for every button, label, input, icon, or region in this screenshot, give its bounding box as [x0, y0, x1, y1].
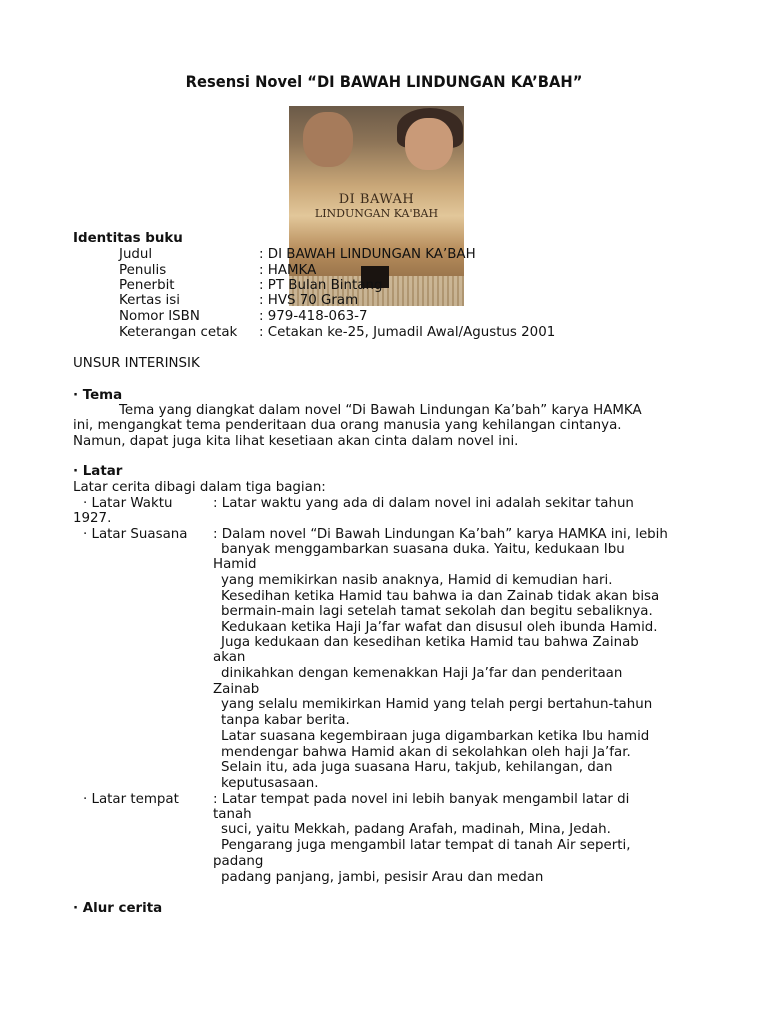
poster-figure-right [405, 118, 453, 170]
poster-figure-left [303, 112, 353, 167]
identitas-label: Keterangan cetak [119, 325, 238, 340]
identitas-label: Penerbit [119, 278, 175, 293]
tema-heading: · Tema [73, 388, 123, 403]
latar-suasana-text: Kesedihan ketika Hamid tau bahwa ia dan Zainab tidak akan bisa [221, 589, 660, 604]
identitas-label: Judul [119, 247, 153, 262]
latar-tempat-text: : Latar tempat pada novel ini lebih banyak mengambil latar di [213, 792, 630, 807]
identitas-label: Penulis [119, 263, 167, 278]
latar-suasana-text: Juga kedukaan dan kesedihan ketika Hamid tau bahwa Zainab [221, 635, 639, 650]
alur-heading: · Alur cerita [73, 901, 163, 916]
latar-heading: · Latar [73, 464, 123, 479]
latar-suasana-text: keputusasaan. [221, 776, 319, 791]
latar-suasana-text: Kedukaan ketika Haji Ja’far wafat dan disusul oleh ibunda Hamid. [221, 620, 658, 635]
tema-text-line: Tema yang diangkat dalam novel “Di Bawah Lindungan Ka’bah” karya HAMKA [119, 403, 642, 418]
latar-suasana-text: dinikahkan dengan kemenakkan Haji Ja’far dan penderitaan [221, 666, 623, 681]
poster-title-line2: LINDUNGAN KA'BAH [314, 207, 439, 220]
tema-text-line: Namun, dapat juga kita lihat kesetiaan akan cinta dalam novel ini. [73, 434, 519, 449]
latar-tempat-label: · Latar tempat [83, 792, 179, 807]
poster-title-line1: DI BAWAH [338, 192, 415, 207]
tema-text-line: ini, mengangkat tema penderitaan dua orang manusia yang kehilangan cintanya. [73, 418, 622, 433]
identitas-value: : HVS 70 Gram [259, 293, 359, 308]
latar-suasana-text: Latar suasana kegembiraan juga digambarkan ketika Ibu hamid [221, 729, 650, 744]
latar-suasana-text: Hamid [213, 557, 257, 572]
identitas-label: Kertas isi [119, 293, 180, 308]
latar-suasana-text: : Dalam novel “Di Bawah Lindungan Ka’bah” karya HAMKA ini, lebih [213, 527, 668, 542]
latar-waktu-text: 1927. [73, 511, 112, 526]
latar-suasana-text: yang memikirkan nasib anaknya, Hamid di kemudian hari. [221, 573, 613, 588]
identitas-label: Nomor ISBN [119, 309, 200, 324]
latar-suasana-text: bermain-main lagi setelah tamat sekolah dan begitu sebaliknya. [221, 604, 653, 619]
latar-suasana-text: Selain itu, ada juga suasana Haru, takjub, kehilangan, dan [221, 760, 613, 775]
latar-suasana-text: Zainab [213, 682, 260, 697]
identitas-heading: Identitas buku [73, 231, 183, 246]
identitas-value: : DI BAWAH LINDUNGAN KA’BAH [259, 247, 476, 262]
latar-waktu-text: : Latar waktu yang ada di dalam novel ini adalah sekitar tahun [213, 496, 634, 511]
identitas-value: : Cetakan ke-25, Jumadil Awal/Agustus 2001 [259, 325, 556, 340]
latar-tempat-text: padang panjang, jambi, pesisir Arau dan medan [221, 870, 544, 885]
latar-waktu-label: · Latar Waktu [83, 496, 173, 511]
latar-suasana-label: · Latar Suasana [83, 527, 188, 542]
identitas-value: : 979-418-063-7 [259, 309, 368, 324]
unsur-heading: UNSUR INTERINSIK [73, 356, 200, 371]
identitas-value: : HAMKA [259, 263, 317, 278]
latar-tempat-text: suci, yaitu Mekkah, padang Arafah, madinah, Mina, Jedah. [221, 822, 611, 837]
latar-suasana-text: banyak menggambarkan suasana duka. Yaitu, kedukaan Ibu [221, 542, 625, 557]
latar-suasana-text: mendengar bahwa Hamid akan di sekolahkan oleh haji Ja’far. [221, 745, 631, 760]
identitas-value: : PT Bulan Bintang [259, 278, 383, 293]
latar-tempat-text: tanah [213, 807, 252, 822]
latar-suasana-text: yang selalu memikirkan Hamid yang telah pergi bertahun-tahun [221, 697, 653, 712]
latar-tempat-text: Pengarang juga mengambil latar tempat di tanah Air seperti, [221, 838, 631, 853]
latar-tempat-text: padang [213, 854, 264, 869]
latar-intro: Latar cerita dibagi dalam tiga bagian: [73, 480, 326, 495]
latar-suasana-text: tanpa kabar berita. [221, 713, 350, 728]
page-title: Resensi Novel “DI BAWAH LINDUNGAN KA’BAH” [185, 72, 583, 91]
latar-suasana-text: akan [213, 650, 246, 665]
